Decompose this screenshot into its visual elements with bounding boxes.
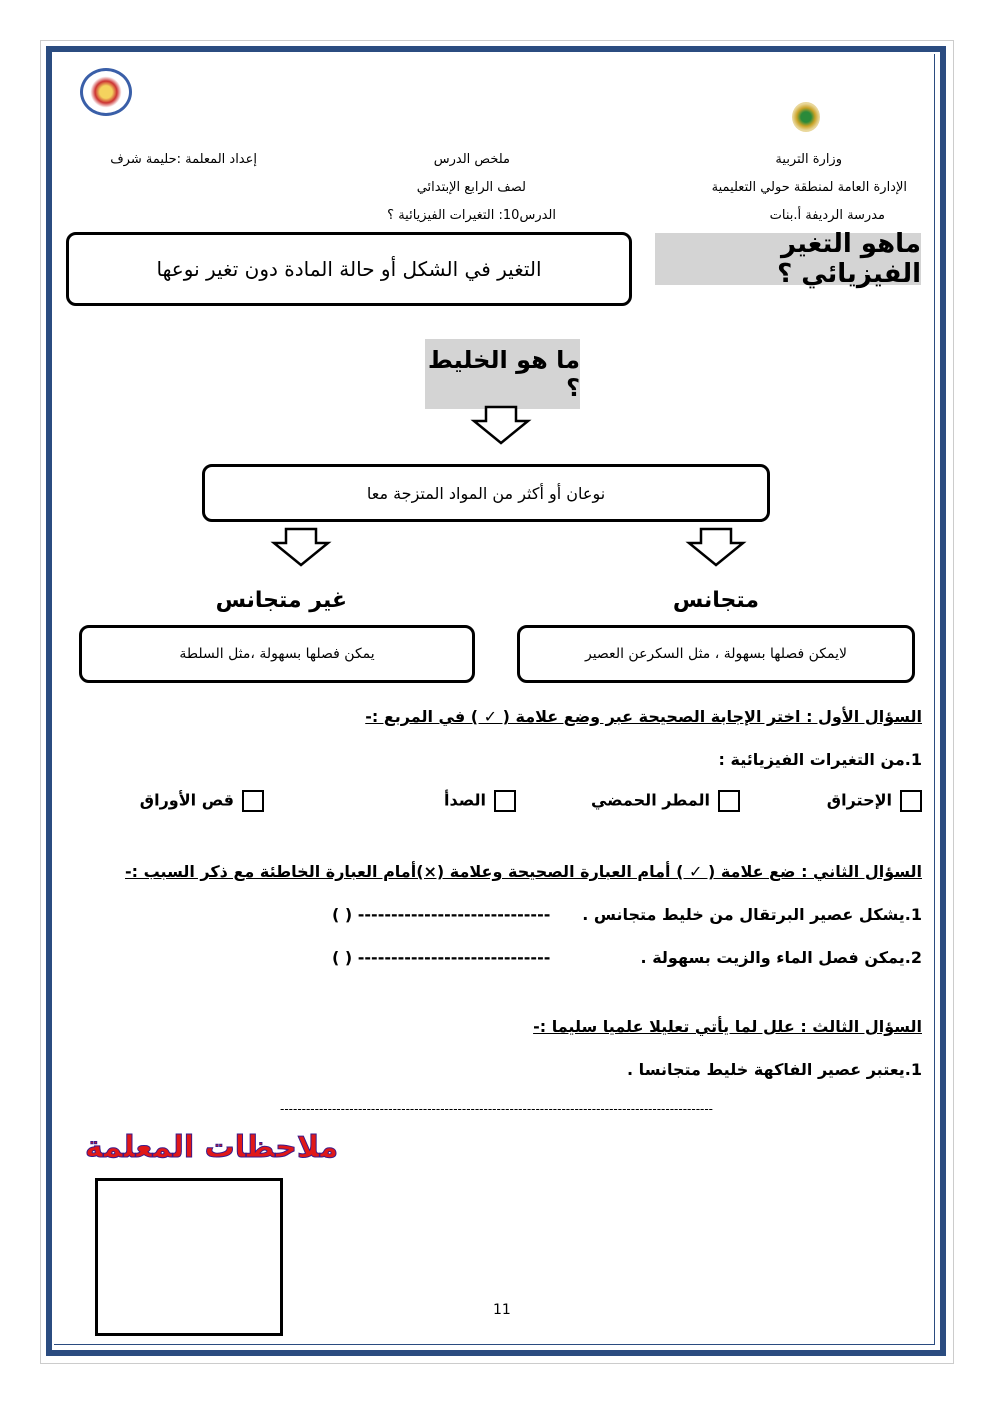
question-2-title: السؤال الثاني : ضع علامة ( ✓ ) أمام العبارة الصحيحة وعلامة (×)أمام العبارة الخاطئة مع ذكر السبب :-	[125, 862, 922, 881]
down-arrow-icon	[470, 405, 532, 445]
answer-line[interactable]: ----------------------------------------------------------------------------------------------------	[280, 1102, 714, 1116]
option-label: الصدأ	[444, 790, 486, 810]
teacher-notes-box	[95, 1178, 283, 1336]
physical-change-answer-box	[66, 232, 632, 306]
school-logo	[80, 68, 132, 116]
option-label: الإحتراق	[826, 790, 892, 810]
mixture-question: ما هو الخليط ؟	[425, 339, 580, 409]
checkbox[interactable]	[900, 790, 922, 812]
kuwait-emblem	[792, 102, 820, 132]
question-3-item: 1.يعتبر عصير الفاكهة خليط متجانسا .	[627, 1060, 922, 1079]
answer-blank[interactable]: ( ) -----------------------------	[332, 905, 551, 924]
question-1-title: السؤال الأول : اختر الإجابة الصحيحة عبر وضع علامة ( ✓ ) في المربع :-	[365, 707, 922, 726]
homogeneous-box	[517, 625, 915, 683]
physical-change-answer: التغير في الشكل أو حالة المادة دون تغير نوعها	[156, 257, 542, 281]
school-name: مدرسة الرديفة أ.بنات	[769, 208, 885, 223]
lesson-summary-label: ملخص الدرس	[433, 152, 510, 167]
question-1-item: 1.من التغيرات الفيزيائية :	[718, 750, 922, 769]
answer-blank[interactable]: ( ) -----------------------------	[332, 948, 551, 967]
option-acid-rain[interactable]	[591, 790, 740, 812]
homogeneous-desc: لايمكن فصلها بسهولة ، مثل السكرعن العصير	[584, 646, 848, 662]
teacher-name: إعداد المعلمة :حليمة شرف	[110, 152, 257, 167]
down-arrow-icon	[270, 527, 332, 567]
heterogeneous-desc: يمكن فصلها بسهولة ،مثل السلطة	[179, 646, 375, 662]
ministry-name: وزارة التربية	[775, 152, 842, 167]
mixture-definition: نوعان أو أكثر من المواد المتزجة معا	[366, 483, 606, 503]
heterogeneous-box	[79, 625, 475, 683]
directorate-name: الإدارة العامة لمنطقة حولي التعليمية	[711, 180, 907, 195]
option-cutting-paper[interactable]	[140, 790, 264, 812]
option-label: قص الأوراق	[139, 790, 234, 810]
option-label: المطر الحمضي	[590, 790, 710, 810]
page-number: 11	[493, 1302, 511, 1318]
homogeneous-title: متجانس	[672, 588, 759, 613]
checkbox[interactable]	[718, 790, 740, 812]
heterogeneous-title: غير متجانس	[215, 588, 347, 613]
question-2-item-2: 2.يمكن فصل الماء والزيت بسهولة .	[640, 948, 922, 967]
option-burning[interactable]	[827, 790, 922, 812]
mixture-definition-box	[202, 464, 770, 522]
checkbox[interactable]	[242, 790, 264, 812]
grade-label: لصف الرابع الإبتدائي	[416, 180, 526, 195]
option-rust[interactable]	[444, 790, 516, 812]
checkbox[interactable]	[494, 790, 516, 812]
down-arrow-icon	[685, 527, 747, 567]
question-2-item-1: 1.يشكل عصير البرتقال من خليط متجانس .	[582, 905, 922, 924]
lesson-title: الدرس10: التغيرات الفيزيائية ؟	[387, 208, 556, 223]
question-3-title: السؤال الثالث : علل لما يأتي تعليلا علميا سليما :-	[533, 1017, 922, 1036]
teacher-notes-title: ملاحظات المعلمة	[85, 1130, 339, 1165]
physical-change-question: ماهو التغير الفيزيائي ؟	[655, 233, 921, 285]
